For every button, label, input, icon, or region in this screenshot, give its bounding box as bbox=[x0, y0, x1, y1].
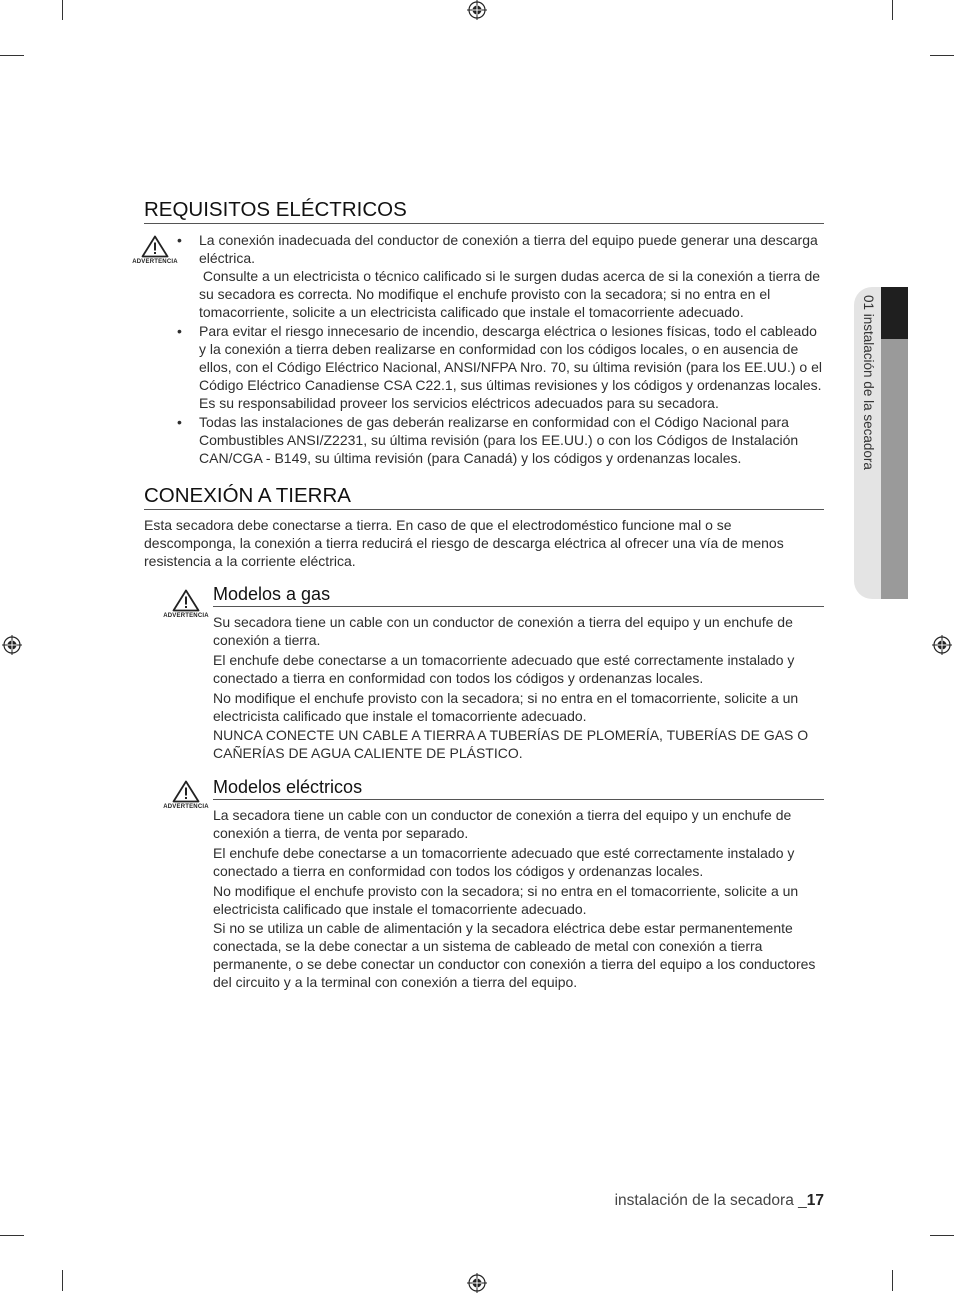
electric-models-text bbox=[213, 807, 818, 994]
paragraph: La secadora tiene un cable con un conductor de conexión a tierra del equipo y un enchufe de conexión a tierra, de venta por separado. bbox=[213, 807, 792, 841]
page-footer bbox=[615, 1192, 824, 1210]
section-title-grounding: CONEXIÓN A TIERRA bbox=[144, 485, 824, 510]
crop-mark bbox=[892, 1270, 893, 1291]
grounding-intro: Esta secadora debe conectarse a tierra. En caso de que el electrodoméstico funcione mal o se descomponga, la conexión a tierra reducirá el riesgo de descarga eléctrica al ofrecer una vía de menos resistencia a la corriente eléctrica. bbox=[144, 517, 784, 569]
registration-mark-icon bbox=[467, 1273, 487, 1293]
paragraph: El enchufe debe conectarse a un tomacorriente adecuado que esté correctamente instalado y conectado a tierra en conformidad con todos los códigos y ordenanzas locales. bbox=[213, 844, 795, 879]
side-tab-label: 01 instalación de la secadora bbox=[861, 295, 876, 470]
warning-badge bbox=[161, 780, 211, 810]
paragraph: NUNCA CONECTE UN CABLE A TIERRA A TUBERÍAS DE PLOMERÍA, TUBERÍAS DE GAS O CAÑERÍAS DE AGUA CALIENTE DE PLÁSTICO. bbox=[213, 727, 809, 762]
electrical-requirements-list bbox=[144, 232, 827, 469]
bullet-text: Todas las instalaciones de gas deberán realizarse en conformidad con el Código Nacional para Combustibles ANSI/Z2231, su última revisión (para los EE.UU.) o con los Códigos de Instalación CAN/CGA - B149, su última revisión (para Canadá) y los códigos y ordenanzas locales. bbox=[199, 414, 803, 466]
page-number: 17 bbox=[806, 1192, 824, 1209]
crop-mark bbox=[0, 1235, 24, 1236]
section-title-electrical-requirements: REQUISITOS ELÉCTRICOS bbox=[144, 199, 824, 224]
registration-mark-icon bbox=[932, 635, 952, 655]
paragraph: Si no se utiliza un cable de alimentación y la secadora eléctrica debe estar permanentemente conectada, se la debe conectar a un sistema de cableado de metal con conexión a tierra permanente, o se debe conectar un conductor con conexión a tierra del equipo a los conductores del circuito y a la terminal con conexión a tierra del equipo. bbox=[213, 920, 816, 991]
bullet-text: Consulte a un electricista o técnico calificado si le surgen dudas acerca de si la conexión a tierra de su secadora es correcta. No modifique el enchufe provisto con la secadora; si no entra en el tomacorriente, solicite a un electricista calificado que instale el tomacorriente adecuado. bbox=[199, 267, 824, 320]
bullet-item bbox=[144, 414, 827, 468]
warning-triangle-icon bbox=[172, 589, 200, 612]
warning-label: ADVERTENCIA bbox=[163, 613, 209, 619]
chapter-side-tab bbox=[854, 287, 908, 599]
crop-mark bbox=[892, 0, 893, 20]
bullet-item bbox=[144, 232, 827, 322]
warning-label: ADVERTENCIA bbox=[163, 804, 209, 810]
registration-mark-icon bbox=[2, 635, 22, 655]
crop-mark bbox=[62, 1270, 63, 1291]
registration-mark-icon bbox=[467, 0, 487, 20]
bullet-text: La conexión inadecuada del conductor de conexión a tierra del equipo puede generar una descarga eléctrica. bbox=[199, 232, 822, 266]
side-tab-grey-block bbox=[881, 339, 908, 599]
subsection-title-electric-models: Modelos eléctricos bbox=[213, 777, 824, 800]
gas-models-text bbox=[213, 614, 818, 765]
bullet-dot: • bbox=[177, 232, 182, 248]
side-tab-dark-block bbox=[881, 287, 908, 339]
warning-badge bbox=[161, 589, 211, 619]
paragraph: No modifique el enchufe provisto con la secadora; si no entra en el tomacorriente, solicite a un electricista calificado que instale el tomacorriente adecuado. bbox=[213, 689, 799, 724]
bullet-text: Para evitar el riesgo innecesario de incendio, descarga eléctrica o lesiones físicas, todo el cableado y la conexión a tierra deben realizarse en conformidad con los códigos locales, o en ausencia de ellos, con el Código Eléctrico Nacional, ANSI/NFPA Nro. 70, su última revisión (para los EE.UU.) o el Código Eléctrico Canadiense CSA C22.1, sus últimas revisiones y los códigos y ordenanzas locales. Es su responsabilidad proveer los servicios eléctricos adecuados para su secadora. bbox=[199, 323, 826, 411]
paragraph: Su secadora tiene un cable con un conductor de conexión a tierra del equipo y un enchufe de conexión a tierra. bbox=[213, 614, 793, 648]
bullet-item bbox=[144, 323, 827, 413]
crop-mark bbox=[930, 1235, 954, 1236]
crop-mark bbox=[930, 55, 954, 56]
crop-mark bbox=[0, 55, 24, 56]
subsection-title-gas-models: Modelos a gas bbox=[213, 584, 824, 607]
bullet-dot: • bbox=[177, 414, 182, 431]
footer-text: instalación de la secadora _ bbox=[614, 1192, 807, 1209]
paragraph: El enchufe debe conectarse a un tomacorriente adecuado que esté correctamente instalado y conectado a tierra en conformidad con todos los códigos y ordenanzas locales. bbox=[213, 651, 795, 686]
warning-triangle-icon bbox=[172, 780, 200, 803]
crop-mark bbox=[62, 0, 63, 20]
paragraph: No modifique el enchufe provisto con la secadora; si no entra en el tomacorriente, solicite a un electricista calificado que instale el tomacorriente adecuado. bbox=[213, 882, 799, 917]
warning-label: ADVERTENCIA bbox=[132, 259, 178, 265]
bullet-dot: • bbox=[177, 323, 182, 340]
